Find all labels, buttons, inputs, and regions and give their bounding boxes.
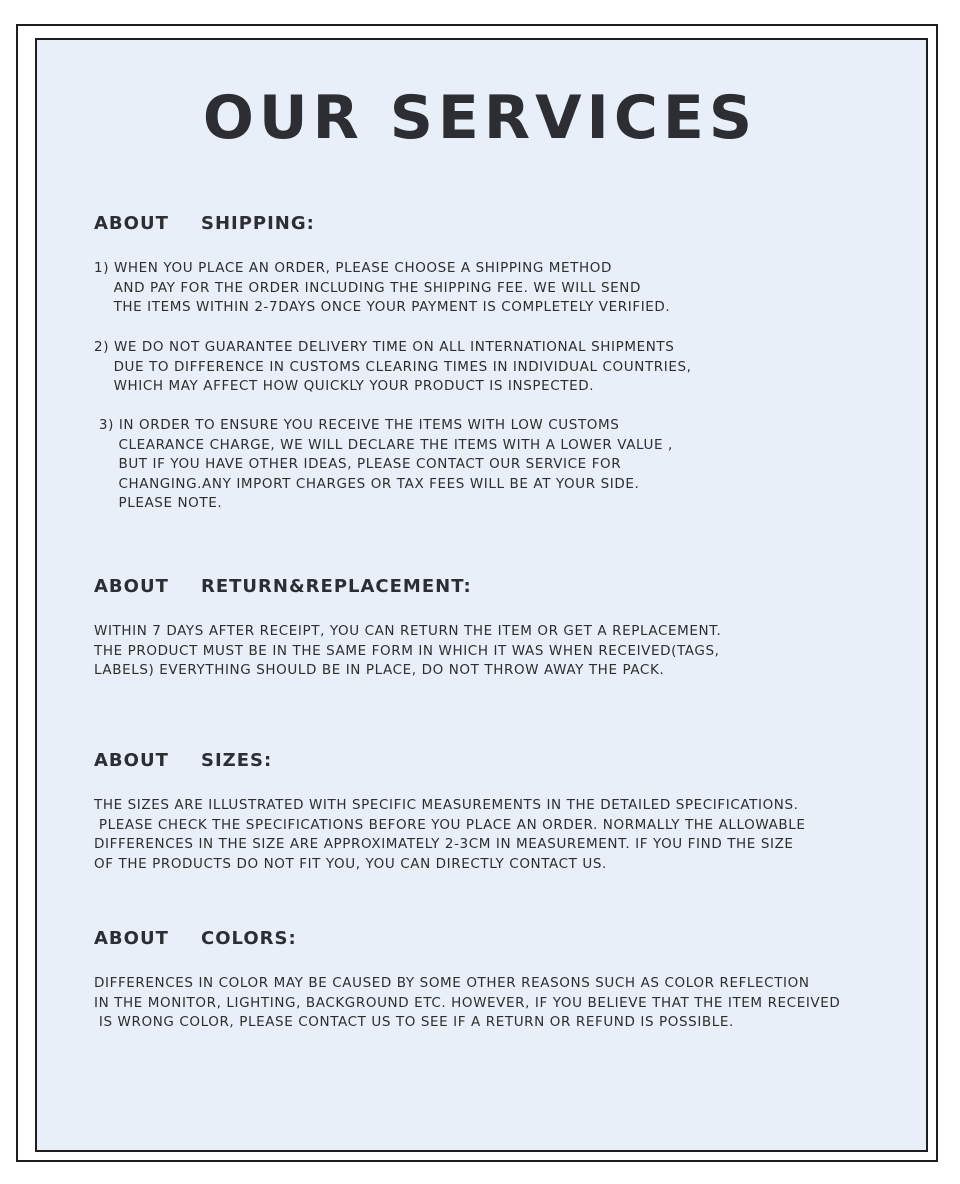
sizes-about-label: ABOUT <box>94 750 169 771</box>
shipping-item-3: 3) IN ORDER TO ENSURE YOU RECEIVE THE ITEMS WITH LOW CUSTOMS CLEARANCE CHARGE, WE WILL DECLARE THE ITEMS WITH A LOWER VALUE , BUT IF YOU HAVE OTHER IDEAS, PLEASE CONTACT OUR SERVICE FOR CHANGING.ANY IMPORT CHARGES OR TAX FEES WILL BE AT YOUR SIDE. PLEASE NOTE. <box>98 417 673 512</box>
sizes-heading-label: SIZES: <box>201 750 273 771</box>
return-heading <box>94 576 472 598</box>
return-heading-label: RETURN&REPLACEMENT: <box>201 576 472 597</box>
shipping-item-1: 1) WHEN YOU PLACE AN ORDER, PLEASE CHOOSE A SHIPPING METHOD AND PAY FOR THE ORDER INCLUDING THE SHIPPING FEE. WE WILL SEND THE ITEMS WITHIN 2-7DAYS ONCE YOUR PAYMENT IS COMPLETELY VERIFIED. <box>94 260 671 316</box>
return-about-label: ABOUT <box>94 576 169 597</box>
shipping-heading <box>94 213 315 235</box>
shipping-about-label: ABOUT <box>94 213 169 234</box>
shipping-item-2: 2) WE DO NOT GUARANTEE DELIVERY TIME ON ALL INTERNATIONAL SHIPMENTS DUE TO DIFFERENCE IN CUSTOMS CLEARING TIMES IN INDIVIDUAL COUNTRIES, WHICH MAY AFFECT HOW QUICKLY YOUR PRODUCT IS INSPECTED. <box>94 339 692 395</box>
sizes-body: THE SIZES ARE ILLUSTRATED WITH SPECIFIC MEASUREMENTS IN THE DETAILED SPECIFICATIONS. PLEASE CHECK THE SPECIFICATIONS BEFORE YOU PLACE AN ORDER. NORMALLY THE ALLOWABLE DIFFERENCES IN THE SIZE ARE APPROXIMATELY 2-3CM IN MEASUREMENT. IF YOU FIND THE SIZE OF THE PRODUCTS DO NOT FIT YOU, YOU CAN DIRECTLY CONTACT US. <box>94 797 806 872</box>
page-title: OUR SERVICES <box>202 83 758 153</box>
sizes-heading <box>94 750 272 772</box>
colors-heading <box>94 928 297 950</box>
shipping-heading-label: SHIPPING: <box>201 213 315 234</box>
colors-body: DIFFERENCES IN COLOR MAY BE CAUSED BY SOME OTHER REASONS SUCH AS COLOR REFLECTION IN THE MONITOR, LIGHTING, BACKGROUND ETC. HOWEVER, IF YOU BELIEVE THAT THE ITEM RECEIVED IS WRONG COLOR, PLEASE CONTACT US TO SEE IF A RETURN OR REFUND IS POSSIBLE. <box>94 975 841 1031</box>
return-body: WITHIN 7 DAYS AFTER RECEIPT, YOU CAN RETURN THE ITEM OR GET A REPLACEMENT. THE PRODUCT MUST BE IN THE SAME FORM IN WHICH IT WAS WHEN RECEIVED(TAGS, LABELS) EVERYTHING SHOULD BE IN PLACE, DO NOT THROW AWAY THE PACK. <box>94 623 722 679</box>
colors-heading-label: COLORS: <box>201 928 297 949</box>
colors-about-label: ABOUT <box>94 928 169 949</box>
